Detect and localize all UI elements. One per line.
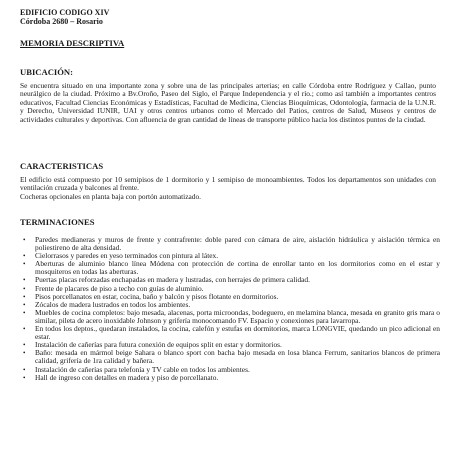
list-item: • Pisos porcellanatos en estar, cocina, baño y balcón y pisos flotante en dormitorios. (23, 291, 279, 301)
bullet-icon: • (23, 341, 26, 350)
bullet-icon: • (23, 252, 26, 261)
list-item: • Aberturas de aluminio blanco línea Módena con protección de cortina de enrollar tanto en los dormitorios como en el estar y mosquiteros en todas las aberturas. (23, 259, 440, 277)
terminaciones-list (20, 236, 440, 382)
bullet-icon: • (23, 325, 26, 334)
bullet-icon: • (23, 349, 26, 358)
memoria-heading: MEMORIA DESCRIPTIVA (20, 38, 125, 48)
bullet-icon: • (23, 292, 26, 301)
bullet-icon: • (23, 308, 26, 317)
list-item: • En todos los deptos., quedaran instalados, la cocina, calefón y estufas en dormitorios, marca LONGVIE, quedando un pico adicional en estar. (23, 324, 440, 342)
cocheras-line: Cocheras opcionales en planta baja con portón automatizado. (20, 192, 202, 201)
header-address: Córdoba 2680 – Rosario (20, 17, 103, 26)
list-item: • Puertas placas reforzadas enchapadas en madera y lustradas, con herrajes de primera calidad. (23, 275, 310, 285)
list-item: • Muebles de cocina completos: bajo mesada, alacenas, porta microondas, bodeguero, en melamina blanca, mesada en granito gris mara o similar, pileta de acero inoxidable Johnson y grifería monocomando FV. Espacio y conexiones para lavarropa. (23, 307, 440, 325)
list-item: • Hall de ingreso con detalles en madera y piso de porcellanato. (23, 372, 219, 382)
caracteristicas-paragraph: El edificio está compuesto por 10 semipisos de 1 dormitorio y 1 semipiso de monoambientes. Todos los departamentos son unidades con ventilación cruzada y balcones al frente. (20, 175, 436, 193)
bullet-icon: • (23, 284, 26, 293)
list-item: • Baño: mesada en mármol beige Sahara o blanco sport con bacha bajo mesada en losa blanca Ferrum, sanitarios blancos de primera calidad, grifería de 1ra calidad y bañera. (23, 348, 440, 366)
ubicacion-paragraph: Se encuentra situado en una importante zona y sobre una de las principales arterias; en calle Córdoba entre Rodríguez y Callao, punto neurálgico de la ciudad. Próximo a Bv.Oroño, Paseo del Siglo, el Parque Independencia y el río.; como así también a importantes centros educativos, Facultad Ciencias Económicas y Estadísticas, Facultad de Medicina, Ciencias Bioquímicas, Odontología, farmacia de la U.N.R. y Derecho, Universidad IUNIR, UAI y otros centros urbanos como el Mercado del Patios, centros de Salud, Museos y centros de actividades culturales y deportivas. Con afluencia de gran cantidad de líneas de transporte público hacia los distintos puntos de la ciudad. (20, 81, 436, 124)
list-item: • Zócalos de madera lustrados en todos los ambientes. (23, 299, 191, 309)
list-item: • Paredes medianeras y muros de frente y contrafrente: doble pared con cámara de aire, aislación hidráulica y aislación térmica en poliestireno de alta densidad. (23, 235, 440, 253)
bullet-icon: • (23, 276, 26, 285)
list-item: • Frente de placares de piso a techo con guías de aluminio. (23, 283, 204, 293)
list-item: • Cielorrasos y paredes en yeso terminados con pintura al látex. (23, 251, 219, 261)
caracteristicas-heading: CARACTERISTICAS (20, 161, 104, 171)
terminaciones-heading: TERMINACIONES (20, 217, 95, 227)
bullet-icon: • (23, 260, 26, 269)
bullet-icon: • (23, 300, 26, 309)
header-title: EDIFICIO CODIGO XIV (20, 8, 110, 17)
ubicacion-heading: UBICACIÓN: (20, 67, 73, 77)
bullet-icon: • (23, 373, 26, 382)
bullet-icon: • (23, 365, 26, 374)
list-item: • Instalación de cañerías para futura conexión de equipos split en estar y dormitorios. (23, 340, 282, 350)
bullet-icon: • (23, 236, 26, 244)
list-item: • Instalación de cañerías para telefonía y TV cable en todos los ambientes. (23, 364, 250, 374)
